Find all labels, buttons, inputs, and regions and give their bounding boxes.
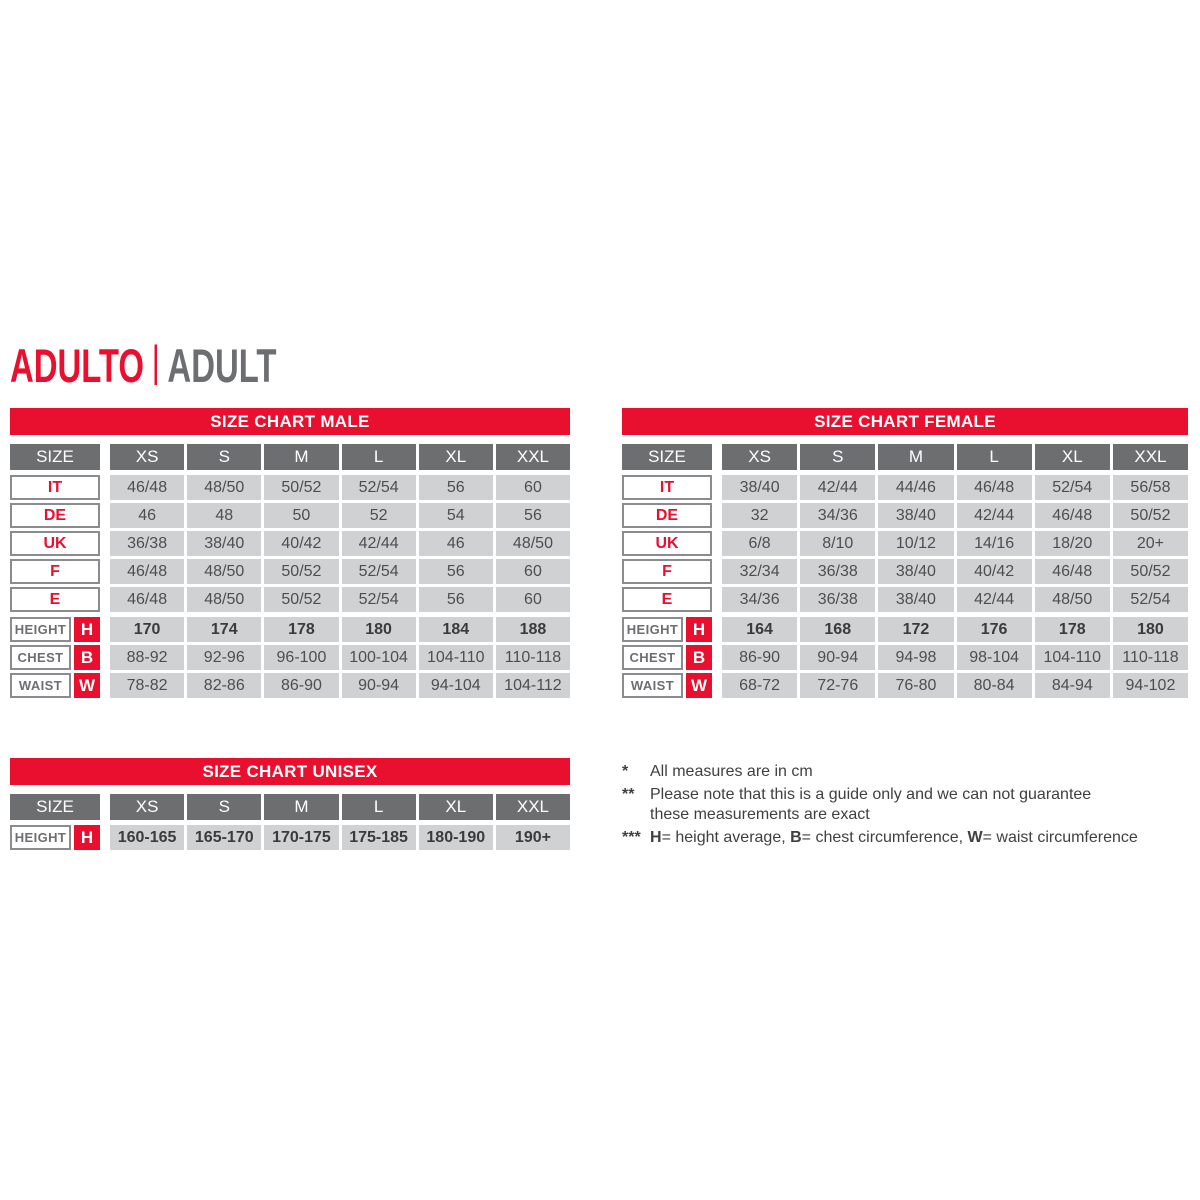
size-header-row (622, 444, 1188, 470)
measure-row-chest (622, 645, 1188, 670)
chart-title-bar: SIZE CHART UNISEX (10, 758, 570, 785)
measure-label-chest: CHEST (10, 645, 71, 670)
size-chart-male (10, 408, 570, 701)
size-value-cell: 32/34 (722, 559, 797, 584)
measure-value-cell: 104-110 (419, 645, 493, 670)
size-value-cells (722, 503, 1188, 528)
measure-value-cells (110, 617, 570, 642)
measure-row-height (10, 617, 570, 642)
measure-label-height: HEIGHT (10, 825, 71, 850)
size-row-de (10, 503, 570, 528)
measure-label-col (10, 673, 100, 698)
size-value-cell: 34/36 (800, 503, 875, 528)
size-value-cell: 52/54 (342, 475, 416, 500)
measure-code-badge-h: H (686, 617, 712, 642)
size-value-cell: 60 (496, 559, 570, 584)
region-label-col (10, 503, 100, 528)
region-label-f: F (622, 559, 712, 584)
size-value-cell: 50/52 (264, 475, 338, 500)
size-value-cell: 50/52 (1113, 503, 1188, 528)
size-value-cells (110, 559, 570, 584)
size-value-cell: 56 (496, 503, 570, 528)
page-title (10, 337, 277, 392)
region-label-col (622, 587, 712, 612)
measure-value-cell: 172 (878, 617, 953, 642)
measure-value-cell: 178 (264, 617, 338, 642)
region-label-it: IT (10, 475, 100, 500)
size-value-cells (722, 531, 1188, 556)
measure-label-col (622, 645, 712, 670)
size-column-header: SIZE (10, 794, 100, 820)
title-adulto: ADULTO (10, 338, 145, 392)
size-value-cell: 50 (264, 503, 338, 528)
size-header-row (10, 444, 570, 470)
measure-value-cell: 170 (110, 617, 184, 642)
size-value-cell: 52/54 (1113, 587, 1188, 612)
size-value-cells (110, 503, 570, 528)
region-label-uk: UK (622, 531, 712, 556)
size-row-it (622, 475, 1188, 500)
measure-label-col (10, 645, 100, 670)
measure-value-cell: 94-102 (1113, 673, 1188, 698)
measure-label-height: HEIGHT (622, 617, 683, 642)
size-header-row (10, 794, 570, 820)
footnote-bold-term: B (790, 829, 802, 846)
size-header-label-col (10, 444, 100, 470)
size-value-cells (722, 475, 1188, 500)
footnote-bold-term: W (967, 829, 983, 846)
size-header-cell-m: M (264, 444, 338, 470)
title-separator: | (151, 337, 160, 386)
region-label-col (10, 531, 100, 556)
size-value-cell: 6/8 (722, 531, 797, 556)
size-value-cell: 36/38 (800, 587, 875, 612)
measure-code-badge-b: B (686, 645, 712, 670)
size-value-cell: 48/50 (187, 587, 261, 612)
size-row-uk (622, 531, 1188, 556)
footnote-marker: *** (622, 829, 641, 846)
region-label-col (10, 475, 100, 500)
size-header-cell-s: S (800, 444, 875, 470)
measure-value-cell: 170-175 (264, 825, 338, 850)
size-value-cell: 42/44 (342, 531, 416, 556)
footnote-2 (622, 785, 1200, 825)
size-value-cell: 38/40 (878, 503, 953, 528)
measure-value-cell: 188 (496, 617, 570, 642)
size-value-cell: 46/48 (1035, 559, 1110, 584)
size-header-cell-l: L (957, 444, 1032, 470)
size-header-cell-xs: XS (110, 794, 184, 820)
measures-block (10, 617, 570, 698)
size-header-label-col (622, 444, 712, 470)
measure-value-cells (110, 825, 570, 850)
footnotes (622, 762, 1200, 851)
region-label-f: F (10, 559, 100, 584)
measure-value-cell: 190+ (496, 825, 570, 850)
size-value-cell: 48/50 (1035, 587, 1110, 612)
measure-value-cell: 160-165 (110, 825, 184, 850)
measure-value-cells (722, 645, 1188, 670)
measure-label-waist: WAIST (10, 673, 71, 698)
measure-value-cell: 164 (722, 617, 797, 642)
footnote-text (650, 828, 1200, 848)
size-value-cell: 52/54 (1035, 475, 1110, 500)
size-value-cell: 48 (187, 503, 261, 528)
region-label-col (622, 475, 712, 500)
size-header-cells (722, 444, 1188, 470)
footnote-text (650, 785, 1200, 825)
size-value-cell: 40/42 (264, 531, 338, 556)
measure-value-cell: 110-118 (496, 645, 570, 670)
size-header-cell-l: L (342, 794, 416, 820)
size-value-cell: 56 (419, 587, 493, 612)
footnote-3 (622, 828, 1200, 848)
size-value-cell: 46 (419, 531, 493, 556)
measure-label-col (622, 673, 712, 698)
size-value-cell: 56 (419, 475, 493, 500)
footnote-text (650, 762, 1200, 782)
size-value-cell: 60 (496, 587, 570, 612)
size-value-cell: 52/54 (342, 559, 416, 584)
measure-value-cell: 76-80 (878, 673, 953, 698)
measure-value-cells (722, 673, 1188, 698)
measure-value-cell: 86-90 (264, 673, 338, 698)
size-value-cell: 48/50 (187, 559, 261, 584)
measure-value-cell: 165-170 (187, 825, 261, 850)
measures-block (10, 825, 570, 850)
size-header-cell-m: M (878, 444, 953, 470)
size-value-cell: 38/40 (722, 475, 797, 500)
size-row-e (622, 587, 1188, 612)
footnote-segment: = chest circumference, (801, 829, 968, 846)
measure-value-cell: 168 (800, 617, 875, 642)
size-value-cell: 46/48 (110, 559, 184, 584)
measure-value-cell: 104-110 (1035, 645, 1110, 670)
size-value-cell: 36/38 (800, 559, 875, 584)
measure-value-cell: 174 (187, 617, 261, 642)
footnote-segment: = waist circumference (982, 829, 1138, 846)
measure-value-cell: 68-72 (722, 673, 797, 698)
measure-value-cell: 104-112 (496, 673, 570, 698)
measure-code-badge-w: W (686, 673, 712, 698)
size-value-cells (722, 559, 1188, 584)
footnote-segment: Please note that this is a guide only and we can not guarantee (650, 786, 1092, 803)
measure-value-cell: 178 (1035, 617, 1110, 642)
measure-value-cell: 90-94 (342, 673, 416, 698)
size-row-de (622, 503, 1188, 528)
size-header-cell-s: S (187, 794, 261, 820)
size-row-f (622, 559, 1188, 584)
size-value-cell: 38/40 (187, 531, 261, 556)
size-value-cell: 50/52 (264, 559, 338, 584)
size-value-cell: 38/40 (878, 587, 953, 612)
measure-value-cell: 96-100 (264, 645, 338, 670)
chart-title-bar: SIZE CHART FEMALE (622, 408, 1188, 435)
region-label-de: DE (622, 503, 712, 528)
measure-label-height: HEIGHT (10, 617, 71, 642)
size-value-cells (110, 587, 570, 612)
size-value-cell: 10/12 (878, 531, 953, 556)
size-header-cell-s: S (187, 444, 261, 470)
size-value-cell: 56/58 (1113, 475, 1188, 500)
size-value-cell: 40/42 (957, 559, 1032, 584)
measure-value-cell: 180-190 (419, 825, 493, 850)
size-header-cell-l: L (342, 444, 416, 470)
size-value-cells (110, 475, 570, 500)
size-header-cell-xxl: XXL (496, 794, 570, 820)
title-adult: ADULT (167, 338, 277, 392)
region-label-e: E (10, 587, 100, 612)
size-value-cell: 42/44 (957, 587, 1032, 612)
size-value-cell: 18/20 (1035, 531, 1110, 556)
size-header-cell-xxl: XXL (1113, 444, 1188, 470)
measure-value-cell: 92-96 (187, 645, 261, 670)
footnote-bold-term: H (650, 829, 662, 846)
measure-value-cells (722, 617, 1188, 642)
measure-value-cell: 86-90 (722, 645, 797, 670)
size-value-cell: 14/16 (957, 531, 1032, 556)
size-header-cell-xl: XL (419, 794, 493, 820)
size-value-cell: 20+ (1113, 531, 1188, 556)
region-label-col (10, 559, 100, 584)
size-value-cell: 54 (419, 503, 493, 528)
measure-row-waist (622, 673, 1188, 698)
measure-row-height (622, 617, 1188, 642)
measure-value-cell: 175-185 (342, 825, 416, 850)
measure-value-cells (110, 673, 570, 698)
measure-code-badge-w: W (74, 673, 100, 698)
measure-value-cell: 110-118 (1113, 645, 1188, 670)
measure-value-cell: 90-94 (800, 645, 875, 670)
measure-label-col (10, 617, 100, 642)
footnote-marker: * (622, 763, 629, 780)
size-value-cell: 48/50 (187, 475, 261, 500)
size-value-cell: 56 (419, 559, 493, 584)
size-value-cell: 8/10 (800, 531, 875, 556)
measure-value-cells (110, 645, 570, 670)
measure-value-cell: 180 (1113, 617, 1188, 642)
size-value-cell: 48/50 (496, 531, 570, 556)
region-label-col (622, 559, 712, 584)
region-label-it: IT (622, 475, 712, 500)
measure-value-cell: 82-86 (187, 673, 261, 698)
region-label-col (10, 587, 100, 612)
footnote-marker: ** (622, 786, 635, 803)
size-value-cells (110, 531, 570, 556)
size-value-cell: 46/48 (110, 587, 184, 612)
size-header-cell-xs: XS (722, 444, 797, 470)
measure-value-cell: 72-76 (800, 673, 875, 698)
size-chart-female (622, 408, 1188, 701)
size-row-it (10, 475, 570, 500)
size-value-cell: 50/52 (264, 587, 338, 612)
size-header-label-col (10, 794, 100, 820)
measure-code-badge-b: B (74, 645, 100, 670)
size-header-cell-m: M (264, 794, 338, 820)
measure-code-badge-h: H (74, 617, 100, 642)
measure-value-cell: 180 (342, 617, 416, 642)
size-value-cell: 42/44 (800, 475, 875, 500)
footnote-segment: All measures are in cm (650, 763, 813, 780)
size-value-cell: 38/40 (878, 559, 953, 584)
measure-value-cell: 100-104 (342, 645, 416, 670)
size-value-cell: 60 (496, 475, 570, 500)
measure-value-cell: 94-104 (419, 673, 493, 698)
region-label-de: DE (10, 503, 100, 528)
measure-row-height (10, 825, 570, 850)
measure-value-cell: 184 (419, 617, 493, 642)
size-row-f (10, 559, 570, 584)
measure-value-cell: 88-92 (110, 645, 184, 670)
size-column-header: SIZE (10, 444, 100, 470)
footnote-segment: = height average, (661, 829, 791, 846)
measure-label-col (622, 617, 712, 642)
size-value-cell: 50/52 (1113, 559, 1188, 584)
size-header-cells (110, 444, 570, 470)
measure-code-badge-h: H (74, 825, 100, 850)
region-label-e: E (622, 587, 712, 612)
size-value-cell: 46 (110, 503, 184, 528)
size-header-cell-xl: XL (419, 444, 493, 470)
size-header-cell-xxl: XXL (496, 444, 570, 470)
size-value-cell: 44/46 (878, 475, 953, 500)
size-value-cell: 46/48 (957, 475, 1032, 500)
footnote-segment: these measurements are exact (650, 806, 870, 823)
size-value-cell: 46/48 (1035, 503, 1110, 528)
region-label-col (622, 531, 712, 556)
region-label-uk: UK (10, 531, 100, 556)
size-value-cell: 42/44 (957, 503, 1032, 528)
region-label-col (622, 503, 712, 528)
footnote-1 (622, 762, 1200, 782)
size-value-cell: 34/36 (722, 587, 797, 612)
measure-row-chest (10, 645, 570, 670)
size-value-cells (722, 587, 1188, 612)
size-value-cell: 52 (342, 503, 416, 528)
measure-value-cell: 78-82 (110, 673, 184, 698)
size-value-cell: 36/38 (110, 531, 184, 556)
measure-label-col (10, 825, 100, 850)
size-value-cell: 52/54 (342, 587, 416, 612)
size-row-uk (10, 531, 570, 556)
size-chart-unisex (10, 758, 570, 853)
measure-value-cell: 94-98 (878, 645, 953, 670)
measure-value-cell: 80-84 (957, 673, 1032, 698)
measure-value-cell: 176 (957, 617, 1032, 642)
size-header-cells (110, 794, 570, 820)
measure-label-waist: WAIST (622, 673, 683, 698)
size-value-cell: 32 (722, 503, 797, 528)
size-row-e (10, 587, 570, 612)
size-header-cell-xl: XL (1035, 444, 1110, 470)
size-value-cell: 46/48 (110, 475, 184, 500)
measure-value-cell: 98-104 (957, 645, 1032, 670)
measure-label-chest: CHEST (622, 645, 683, 670)
chart-title-bar: SIZE CHART MALE (10, 408, 570, 435)
size-column-header: SIZE (622, 444, 712, 470)
size-header-cell-xs: XS (110, 444, 184, 470)
measures-block (622, 617, 1188, 698)
measure-row-waist (10, 673, 570, 698)
measure-value-cell: 84-94 (1035, 673, 1110, 698)
